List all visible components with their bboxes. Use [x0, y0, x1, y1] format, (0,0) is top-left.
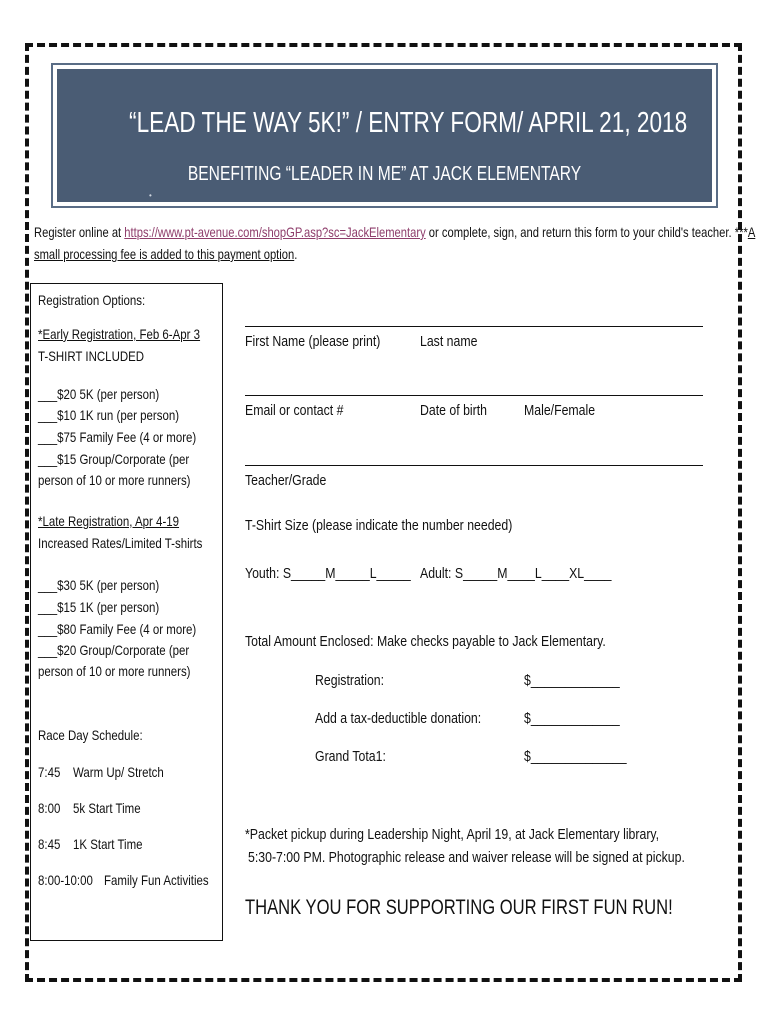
name-line[interactable] [245, 326, 703, 327]
late-option: ___$80 Family Fee (4 or more) [38, 621, 197, 637]
schedule-event: 5k Start Time [73, 800, 141, 816]
early-option: ___$15 Group/Corporate (per [38, 451, 190, 467]
schedule-event: Family Fun Activities [104, 872, 209, 888]
tshirt-label: T-Shirt Size (please indicate the number needed) [245, 517, 513, 534]
schedule-time: 8:00-10:00 [38, 872, 93, 888]
intro-prefix: Register online at [34, 224, 125, 240]
early-option: person of 10 or more runners) [38, 472, 191, 488]
late-option: ___$20 Group/Corporate (per [38, 642, 190, 658]
registration-label: Registration: [315, 672, 385, 689]
email-label: Email or contact # [245, 402, 344, 419]
intro-paragraph [34, 224, 754, 241]
page-subtitle: BENEFITING “LEADER IN ME” AT JACK ELEMENTARY [187, 163, 582, 185]
early-option: ___$10 1K run (per person) [38, 407, 180, 423]
last-name-label: Last name [420, 333, 478, 350]
first-name-label: First Name (please print) [245, 333, 381, 350]
schedule-time: 7:45 [38, 764, 61, 780]
late-option: ___$15 1K (per person) [38, 599, 160, 615]
thank-you-message: THANK YOU FOR SUPPORTING OUR FIRST FUN RUN! [245, 896, 673, 919]
contact-line[interactable] [245, 395, 703, 396]
donation-amount: $_____________ [524, 710, 620, 727]
grand-total-label: Grand Tota1: [315, 748, 386, 765]
registration-amount: $_____________ [524, 672, 620, 689]
total-label: Total Amount Enclosed: Make checks payable to Jack Elementary. [245, 633, 606, 650]
fee-note: small processing fee is added to this payment option [34, 246, 295, 262]
header-banner [57, 69, 712, 202]
intro-middle: or complete, sign, and return this form to your child's teacher. *** [425, 224, 748, 240]
fee-note-start: A [747, 224, 756, 240]
header-banner-frame [51, 63, 718, 208]
late-option: person of 10 or more runners) [38, 663, 191, 679]
late-registration-title: *Late Registration, Apr 4-19 [38, 513, 180, 529]
fee-note-line [34, 246, 363, 263]
fee-note-period: . [294, 246, 298, 262]
pickup-note: 5:30-7:00 PM. Photographic release and waiver release will be signed at pickup. [248, 849, 685, 866]
dob-label: Date of birth [420, 402, 488, 419]
schedule-heading: Race Day Schedule: [38, 727, 143, 743]
donation-label: Add a tax-deductible donation: [315, 710, 482, 727]
early-option: ___$75 Family Fee (4 or more) [38, 429, 197, 445]
page-title: “LEAD THE WAY 5K!” / ENTRY FORM/ APRIL 21, 2018 [129, 107, 688, 139]
early-registration-subtitle: T-SHIRT INCLUDED [38, 348, 145, 364]
banner-mark: • [149, 191, 152, 200]
late-option: ___$30 5K (per person) [38, 577, 160, 593]
late-registration-subtitle: Increased Rates/Limited T-shirts [38, 535, 203, 551]
schedule-time: 8:45 [38, 836, 61, 852]
registration-link[interactable]: https://www.pt-avenue.com/shopGP.asp?sc=JackElementary [124, 224, 426, 240]
youth-sizes: Youth: S_____M_____L_____ [245, 565, 411, 582]
options-heading: Registration Options: [38, 292, 146, 308]
schedule-time: 8:00 [38, 800, 61, 816]
grand-total-amount: $______________ [524, 748, 627, 765]
gender-label: Male/Female [524, 402, 596, 419]
pickup-note: *Packet pickup during Leadership Night, April 19, at Jack Elementary library, [245, 826, 660, 843]
adult-sizes: Adult: S_____M____L____XL____ [420, 565, 612, 582]
early-registration-title: *Early Registration, Feb 6-Apr 3 [38, 326, 201, 342]
early-option: ___$20 5K (per person) [38, 386, 160, 402]
schedule-event: 1K Start Time [73, 836, 143, 852]
schedule-event: Warm Up/ Stretch [73, 764, 164, 780]
teacher-label: Teacher/Grade [245, 472, 327, 489]
teacher-line[interactable] [245, 465, 703, 466]
